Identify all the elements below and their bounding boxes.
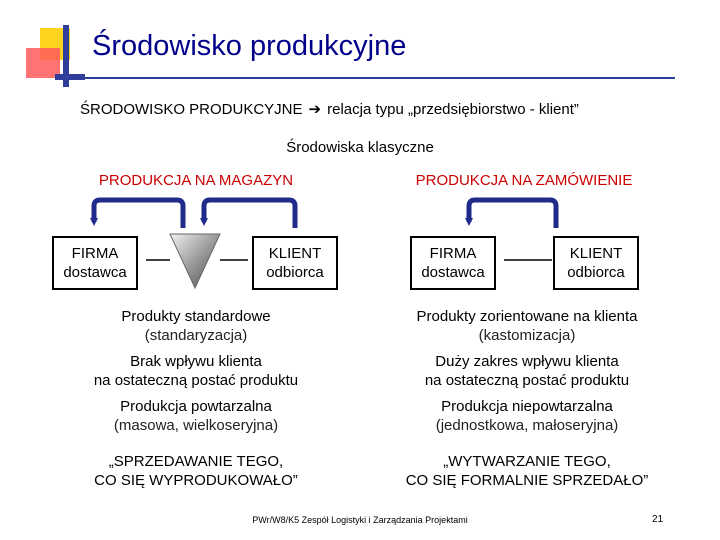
box-label: odbiorca [567, 264, 625, 281]
box-label: odbiorca [266, 264, 324, 281]
subtitle-left: ŚRODOWISKO PRODUKCYJNE [80, 101, 303, 118]
left-products-main: Produkty standardowe [121, 308, 271, 325]
left-products-sub: (standaryzacja) [144, 327, 248, 344]
right-arrow-icon: ➔ [308, 101, 322, 118]
right-production-main: Produkcja niepowtarzalna [441, 398, 613, 415]
left-influence [46, 352, 346, 390]
section-label: Środowiska klasyczne [286, 139, 434, 156]
right-client-box [553, 236, 639, 290]
left-influence-line2: na ostateczną postać produktu [93, 372, 299, 389]
left-quote-line1: „SPRZEDAWANIE TEGO, [108, 453, 284, 470]
box-label: dostawca [421, 264, 485, 281]
left-production-sub: (masowa, wielkoseryjna) [113, 417, 279, 434]
right-production [377, 397, 677, 435]
box-label: dostawca [63, 264, 127, 281]
left-products [46, 307, 346, 345]
box-label: FIRMA [429, 245, 477, 262]
left-production [46, 397, 346, 435]
slide-title: Środowisko produkcyjne [92, 30, 407, 62]
right-influence-line1: Duży zakres wpływu klienta [435, 353, 619, 370]
right-influence [377, 352, 677, 390]
left-client-box [252, 236, 338, 290]
left-arrow-1 [94, 200, 183, 228]
left-supplier-box [52, 236, 138, 290]
page-number: 21 [652, 514, 664, 525]
box-label: KLIENT [569, 245, 623, 262]
right-quote-line2: CO SIĘ FORMALNIE SPRZEDAŁO” [405, 472, 649, 489]
box-label: FIRMA [71, 245, 119, 262]
left-production-main: Produkcja powtarzalna [120, 398, 272, 415]
right-production-sub: (jednostkowa, małoseryjna) [435, 417, 619, 434]
left-quote [46, 452, 346, 490]
slide-footer: PWr/W8/K5 Zespół Logistyki i Zarządzania Projektami [252, 515, 468, 525]
right-heading: PRODUKCJA NA ZAMÓWIENIE [415, 172, 633, 189]
right-products-main: Produkty zorientowane na klienta [416, 308, 638, 325]
right-arrow-1 [469, 200, 556, 228]
left-quote-line2: CO SIĘ WYPRODUKOWAŁO” [94, 472, 298, 489]
right-quote [377, 452, 677, 490]
right-influence-line2: na ostateczną postać produktu [424, 372, 630, 389]
left-heading: PRODUKCJA NA MAGAZYN [98, 172, 294, 189]
left-influence-line1: Brak wpływu klienta [130, 353, 262, 370]
right-supplier-box [410, 236, 496, 290]
box-label: KLIENT [268, 245, 322, 262]
warehouse-triangle-icon [170, 234, 220, 288]
subtitle-right: relacja typu „przedsiębiorstwo - klient” [327, 101, 579, 118]
right-quote-line1: „WYTWARZANIE TEGO, [443, 453, 611, 470]
right-products [377, 307, 677, 345]
left-arrow-2 [204, 200, 295, 228]
right-products-sub: (kastomizacja) [478, 327, 576, 344]
